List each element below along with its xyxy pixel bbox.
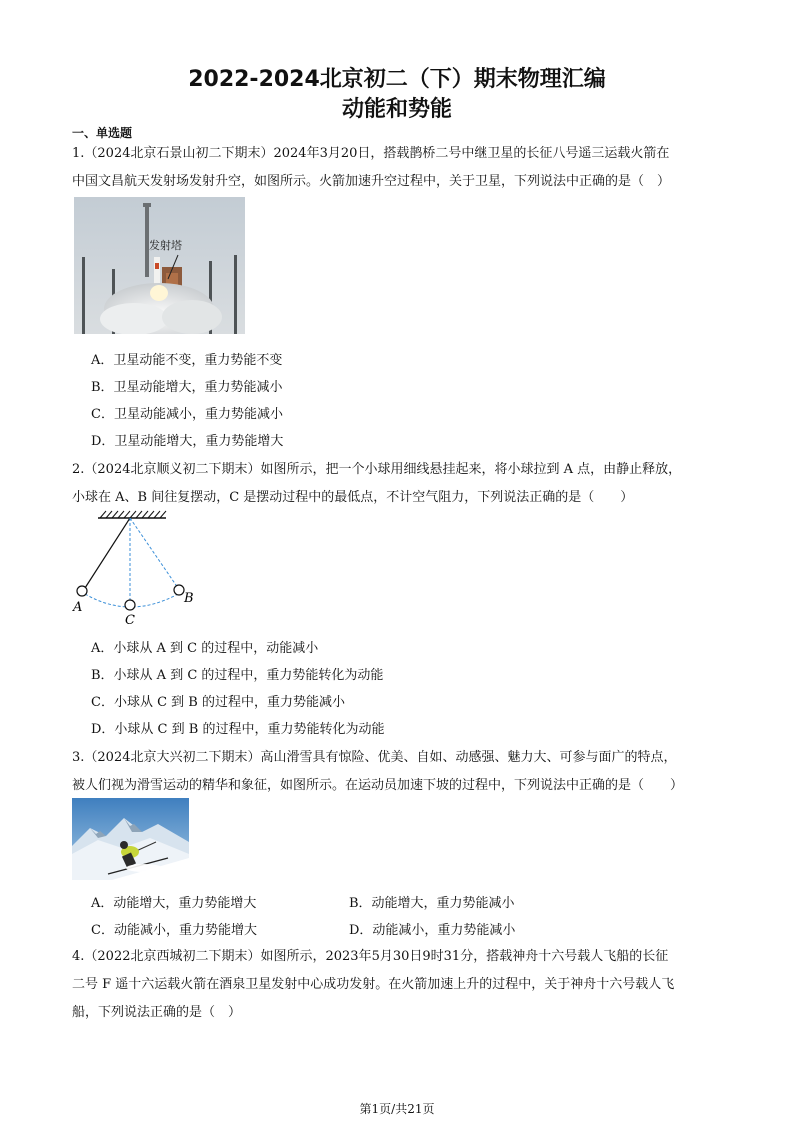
label-c: C xyxy=(125,613,135,628)
q1-option-d: D．卫星动能增大，重力势能增大 xyxy=(91,434,284,449)
ceiling-hatch xyxy=(98,511,166,518)
q1-option-a: A．卫星动能不变，重力势能不变 xyxy=(91,353,283,368)
label-b: B xyxy=(184,591,194,606)
document-subtitle: 动能和势能 xyxy=(341,97,452,122)
question-2-line-2: 小球在 A、B 间往复摆动，C 是摆动过程中的最低点，不计空气阻力，下列说法正确的是（ ） xyxy=(72,490,634,505)
ball-b xyxy=(174,585,184,595)
label-a: A xyxy=(73,600,83,615)
question-1-line-1: 1.（2024北京石景山初二下期末）2024年3月20日，搭载鹊桥二号中继卫星的长征八号遥三运载火箭在 xyxy=(72,146,670,161)
ball-c xyxy=(125,600,135,610)
q3-option-c: C．动能减小，重力势能增大 xyxy=(91,923,257,938)
q3-option-d: D．动能减小，重力势能减小 xyxy=(349,923,516,938)
launch-tower-label: 发射塔 xyxy=(149,239,182,252)
question-2-line-1: 2.（2024北京顺义初二下期末）如图所示，把一个小球用细线悬挂起来，将小球拉到 A 点，由静止释放， xyxy=(72,462,682,477)
q2-option-b: B．小球从 A 到 C 的过程中，重力势能转化为动能 xyxy=(91,668,384,683)
q3-option-b: B．动能增大，重力势能减小 xyxy=(349,896,515,911)
question-3-line-2: 被人们视为滑雪运动的精华和象征，如图所示。在运动员加速下坡的过程中，下列说法中正确的是（ ） xyxy=(72,778,684,793)
document-title: 2022-2024北京初二（下）期末物理汇编 xyxy=(188,67,606,92)
q1-option-c: C．卫星动能减小，重力势能减小 xyxy=(91,407,283,422)
q2-option-d: D．小球从 C 到 B 的过程中，重力势能转化为动能 xyxy=(91,722,385,737)
skiing-photo xyxy=(72,798,189,880)
section-heading: 一、单选题 xyxy=(72,126,133,140)
q3-option-a: A．动能增大，重力势能增大 xyxy=(91,896,257,911)
pendulum-diagram xyxy=(66,508,206,628)
question-4-line-3: 船，下列说法正确的是（ ） xyxy=(72,1005,242,1020)
page-number: 第1页/共21页 xyxy=(359,1102,435,1116)
q2-option-c: C．小球从 C 到 B 的过程中，重力势能减小 xyxy=(91,695,345,710)
pendulum-string xyxy=(85,518,130,588)
question-4-line-1: 4.（2022北京西城初二下期末）如图所示，2023年5月30日9时31分，搭载神舟十六号载人飞船的长征 xyxy=(72,949,669,964)
question-4-line-2: 二号 F 遥十六运载火箭在酒泉卫星发射中心成功发射。在火箭加速上升的过程中，关于神舟十六号载人飞 xyxy=(72,977,675,992)
question-1-line-2: 中国文昌航天发射场发射升空，如图所示。火箭加速升空过程中，关于卫星，下列说法中正确的是（ ） xyxy=(72,174,671,189)
rocket-launch-photo xyxy=(74,197,245,334)
q2-option-a: A．小球从 A 到 C 的过程中，动能减小 xyxy=(91,641,319,656)
q1-option-b: B．卫星动能增大，重力势能减小 xyxy=(91,380,283,395)
string-at-b xyxy=(130,518,178,588)
question-3-line-1: 3.（2024北京大兴初二下期末）高山滑雪具有惊险、优美、自如、动感强、魅力大、可参与面广的特点， xyxy=(72,750,677,765)
ball-a xyxy=(77,586,87,596)
